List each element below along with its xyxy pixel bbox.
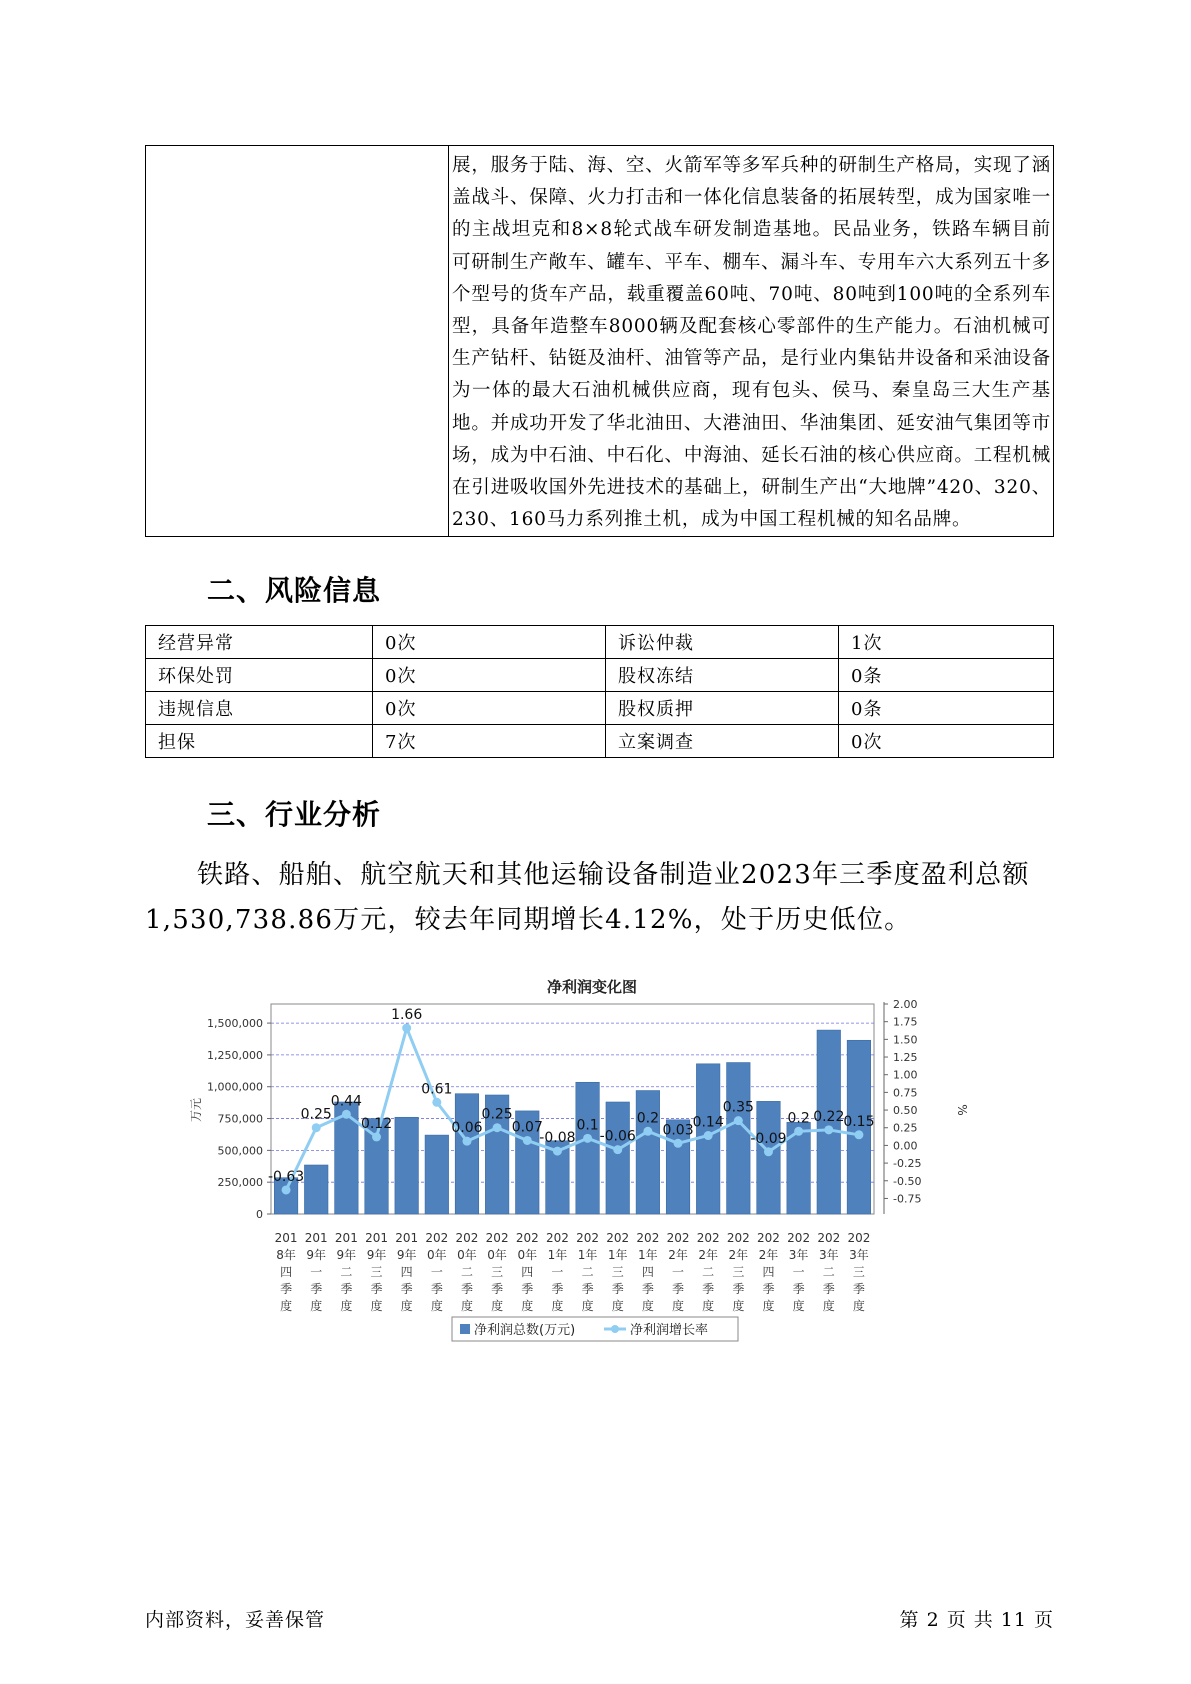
left-axis-tick-label: 500,000	[217, 1144, 263, 1158]
x-axis-label: 2年	[758, 1248, 779, 1262]
legend-line-marker	[611, 1325, 619, 1333]
bar	[576, 1082, 600, 1214]
x-axis-label: 202	[576, 1231, 600, 1245]
risk-item-value: 0次	[373, 626, 606, 659]
x-axis-label: 一	[551, 1265, 564, 1279]
x-axis-label: 3年	[849, 1248, 869, 1262]
risk-item-label: 环保处罚	[146, 659, 373, 692]
x-axis-label: 四	[641, 1265, 654, 1279]
risk-info-table	[145, 625, 1054, 758]
footer-page-number: 第 2 页 共 11 页	[899, 1609, 1054, 1631]
x-axis-label: 度	[280, 1299, 293, 1313]
growth-rate-point	[704, 1131, 713, 1140]
x-axis-label: 度	[581, 1299, 594, 1313]
x-axis-label: 3年	[818, 1248, 839, 1262]
x-axis-label: 度	[400, 1299, 413, 1313]
growth-rate-point	[523, 1136, 532, 1145]
x-axis-label: 一	[792, 1265, 805, 1279]
x-axis-label: 201	[304, 1231, 328, 1245]
x-axis-label: 二	[702, 1265, 715, 1279]
legend-line-label: 净利润增长率	[630, 1323, 709, 1338]
x-axis-label: 8年	[276, 1248, 296, 1262]
bar	[636, 1091, 660, 1214]
x-axis-label: 三	[852, 1265, 865, 1279]
x-axis-label: 202	[847, 1231, 871, 1245]
right-axis-tick-label: 1.75	[893, 1015, 918, 1029]
x-axis-label: 202	[696, 1231, 720, 1245]
x-axis-label: 度	[792, 1299, 805, 1313]
footer-confidential: 内部资料，妥善保管	[145, 1609, 326, 1631]
bar	[727, 1063, 751, 1214]
right-axis-label: %	[955, 1104, 969, 1116]
x-axis-label: 四	[400, 1265, 413, 1279]
x-axis-label: 季	[460, 1282, 473, 1296]
risk-item-value: 1次	[839, 626, 1054, 659]
x-axis-label: 季	[430, 1282, 443, 1296]
x-axis-label: 201	[334, 1231, 358, 1245]
growth-rate-point	[402, 1024, 411, 1033]
data-label: -0.06	[599, 1128, 636, 1145]
x-axis-label: 度	[491, 1299, 504, 1313]
left-axis-tick-label: 1,000,000	[207, 1080, 263, 1094]
risk-table-row	[146, 659, 1054, 692]
x-axis-label: 202	[545, 1231, 569, 1245]
x-axis-label: 季	[491, 1282, 504, 1296]
net-profit-chart	[180, 970, 1030, 1430]
x-axis-label: 度	[310, 1299, 323, 1313]
right-axis-tick-label: -0.50	[893, 1174, 922, 1188]
x-axis-label: 0年	[457, 1248, 477, 1262]
x-axis-label: 季	[611, 1282, 624, 1296]
growth-rate-point	[734, 1116, 743, 1125]
risk-item-value: 0次	[373, 692, 606, 725]
x-axis-label: 度	[370, 1299, 383, 1313]
section-title-risk: 二、风险信息	[207, 574, 382, 607]
chart-title: 净利润变化图	[546, 978, 638, 996]
data-label: 0.03	[662, 1122, 694, 1139]
data-label: 0.44	[330, 1093, 362, 1110]
x-axis-label: 季	[521, 1282, 534, 1296]
right-axis-tick-label: 1.25	[893, 1051, 918, 1065]
data-label: 0.07	[511, 1119, 543, 1136]
x-axis-label: 季	[400, 1282, 413, 1296]
x-axis-label: 三	[491, 1265, 504, 1279]
x-axis-label: 1年	[638, 1248, 658, 1262]
x-axis-label: 一	[430, 1265, 443, 1279]
data-label: 0.14	[692, 1114, 724, 1131]
x-axis-label: 季	[280, 1282, 293, 1296]
x-axis-label: 季	[702, 1282, 715, 1296]
x-axis-label: 一	[310, 1265, 323, 1279]
risk-item-label: 立案调查	[606, 725, 839, 758]
right-axis-tick-label: 0.75	[893, 1086, 918, 1100]
x-axis-label: 202	[666, 1231, 690, 1245]
data-label: -0.08	[539, 1130, 576, 1147]
data-label: 0.12	[360, 1115, 393, 1132]
left-axis-tick-label: 750,000	[217, 1112, 263, 1126]
data-label: 0.2	[636, 1110, 660, 1127]
company-intro-text: 展，服务于陆、海、空、火箭军等多军兵种的研制生产格局，实现了涵盖战斗、保障、火力打击和一体化信息装备的拓展转型，成为国家唯一的主战坦克和8×8轮式战车研发制造基地。民品业务，铁路车辆目前可研制生产敞车、罐车、平车、棚车、漏斗车、专用车六大系列五十多个型号的货车产品，载重覆盖60吨、70吨、80吨到100吨的全系列车型，具备年造整车8000辆及配套核心零部件的生产能力。石油机械可生产钻杆、钻铤及油杆、油管等产品，是行业内集钻井设备和采油设备为一体的最大石油机械供应商，现有包头、侯马、秦皇岛三大生产基地。并成功开发了华北油田、大港油田、华油集团、延安油气集团等市场，成为中石油、中石化、中海油、延长石油的核心供应商。工程机械在引进吸收国外先进技术的基础上，研制生产出“大地牌”420、320、230、160马力系列推土机，成为中国工程机械的知名品牌。	[449, 146, 1054, 537]
x-axis-label: 度	[460, 1299, 473, 1313]
x-axis-label: 0年	[427, 1248, 447, 1262]
growth-rate-point	[613, 1145, 622, 1154]
x-axis-label: 季	[370, 1282, 383, 1296]
x-axis-label: 2年	[728, 1248, 749, 1262]
x-axis-label: 季	[340, 1282, 353, 1296]
x-axis-label: 度	[852, 1299, 865, 1313]
x-axis-label: 0年	[517, 1248, 538, 1262]
growth-rate-point	[854, 1130, 863, 1139]
data-label: -0.63	[267, 1168, 305, 1185]
legend-bar-swatch	[460, 1324, 470, 1334]
risk-table-row	[146, 725, 1054, 758]
x-axis-label: 202	[606, 1231, 630, 1245]
data-label: 0.61	[421, 1081, 453, 1098]
data-label: 0.35	[722, 1099, 754, 1116]
growth-rate-point	[824, 1125, 833, 1134]
risk-item-value: 0条	[839, 659, 1054, 692]
right-axis-tick-label: 0.50	[893, 1104, 918, 1118]
x-axis-label: 季	[672, 1282, 685, 1296]
right-axis-tick-label: 0.00	[893, 1139, 918, 1153]
growth-rate-point	[372, 1132, 381, 1141]
left-axis-tick-label: 0	[256, 1208, 263, 1221]
x-axis-label: 202	[757, 1231, 780, 1245]
risk-item-value: 0次	[839, 725, 1054, 758]
industry-paragraph-text: 铁路、船舶、航空航天和其他运输设备制造业2023年三季度盈利总额1,530,738.86万元，较去年同期增长4.12%，处于历史低位。	[145, 860, 1030, 935]
bar	[304, 1165, 328, 1214]
x-axis-label: 202	[515, 1231, 539, 1245]
table-label-cell	[146, 146, 449, 537]
x-axis-label: 2年	[698, 1248, 718, 1262]
data-label: 0.15	[843, 1113, 875, 1130]
x-axis-label: 季	[852, 1282, 865, 1296]
company-intro-table	[145, 145, 1054, 537]
x-axis-label: 一	[672, 1265, 685, 1279]
data-label: 0.2	[787, 1110, 810, 1127]
risk-item-label: 股权质押	[606, 692, 839, 725]
data-label: -0.09	[750, 1130, 787, 1147]
right-axis-tick-label: 0.25	[893, 1121, 918, 1135]
chart-svg	[180, 970, 1030, 1430]
x-axis-label: 202	[787, 1231, 811, 1245]
x-axis-label: 9年	[366, 1248, 387, 1262]
x-axis-label: 202	[485, 1231, 509, 1245]
x-axis-label: 度	[611, 1299, 624, 1313]
x-axis-label: 3年	[788, 1248, 809, 1262]
x-axis-label: 度	[702, 1299, 715, 1313]
x-axis-label: 二	[822, 1265, 835, 1279]
growth-rate-point	[312, 1123, 321, 1132]
growth-rate-point	[282, 1185, 291, 1194]
left-axis-label: 万元	[189, 1097, 203, 1123]
risk-table-row	[146, 626, 1054, 659]
x-axis-label: 202	[817, 1231, 841, 1245]
x-axis-label: 三	[732, 1265, 745, 1279]
growth-rate-point	[462, 1137, 471, 1146]
right-axis-tick-label: -0.25	[893, 1157, 922, 1171]
x-axis-label: 二	[581, 1265, 594, 1279]
x-axis-label: 度	[430, 1299, 443, 1313]
x-axis-label: 9年	[336, 1248, 357, 1262]
risk-item-label: 经营异常	[146, 626, 373, 659]
x-axis-label: 二	[340, 1265, 353, 1279]
bar	[606, 1102, 630, 1214]
x-axis-label: 三	[611, 1265, 624, 1279]
x-axis-label: 0年	[487, 1248, 507, 1262]
x-axis-label: 二	[460, 1265, 473, 1279]
growth-rate-point	[553, 1147, 562, 1156]
x-axis-label: 度	[732, 1299, 745, 1313]
growth-rate-point	[643, 1127, 652, 1136]
bar	[425, 1135, 449, 1214]
x-axis-label: 202	[455, 1231, 479, 1245]
risk-item-value: 0条	[839, 692, 1054, 725]
x-axis-label: 度	[521, 1299, 534, 1313]
x-axis-label: 四	[521, 1265, 534, 1279]
right-axis-tick-label: -0.75	[893, 1192, 922, 1206]
data-label: 0.22	[813, 1108, 845, 1125]
x-axis-label: 1年	[577, 1248, 598, 1262]
x-axis-label: 9年	[306, 1248, 327, 1262]
x-axis-label: 度	[641, 1299, 654, 1313]
x-axis-label: 季	[551, 1282, 564, 1296]
risk-item-label: 诉讼仲裁	[606, 626, 839, 659]
x-axis-label: 202	[425, 1231, 449, 1245]
x-axis-label: 三	[370, 1265, 383, 1279]
x-axis-label: 季	[762, 1282, 775, 1296]
left-axis-tick-label: 250,000	[217, 1176, 263, 1190]
x-axis-label: 度	[340, 1299, 353, 1313]
x-axis-label: 季	[310, 1282, 323, 1296]
x-axis-label: 9年	[396, 1248, 417, 1262]
x-axis-label: 201	[365, 1231, 388, 1245]
x-axis-label: 季	[581, 1282, 594, 1296]
x-axis-label: 202	[726, 1231, 750, 1245]
bar	[395, 1117, 419, 1214]
data-label: 0.06	[451, 1120, 483, 1137]
risk-item-label: 担保	[146, 725, 373, 758]
data-label: 0.25	[300, 1106, 332, 1123]
x-axis-label: 度	[822, 1299, 835, 1313]
x-axis-label: 季	[641, 1282, 654, 1296]
x-axis-label: 度	[762, 1299, 775, 1313]
growth-rate-point	[432, 1098, 441, 1107]
x-axis-label: 四	[280, 1265, 293, 1279]
x-axis-label: 季	[732, 1282, 745, 1296]
data-label: 0.25	[481, 1106, 513, 1123]
left-axis-tick-label: 1,250,000	[207, 1048, 263, 1062]
industry-paragraph	[145, 853, 1060, 943]
right-axis-tick-label: 1.50	[893, 1033, 918, 1047]
x-axis-label: 度	[672, 1299, 685, 1313]
bar	[757, 1101, 781, 1214]
x-axis-label: 201	[274, 1231, 298, 1245]
growth-rate-point	[794, 1127, 803, 1136]
data-label: 0.1	[576, 1117, 599, 1134]
x-axis-label: 度	[551, 1299, 564, 1313]
left-axis-tick-label: 1,500,000	[207, 1017, 263, 1031]
legend-bar-label: 净利润总数(万元)	[474, 1323, 576, 1338]
x-axis-label: 1年	[547, 1248, 568, 1262]
risk-item-label: 违规信息	[146, 692, 373, 725]
data-label: 1.66	[391, 1007, 423, 1024]
risk-item-value: 7次	[373, 725, 606, 758]
right-axis-tick-label: 1.00	[893, 1068, 918, 1082]
section-title-industry: 三、行业分析	[207, 798, 382, 831]
growth-rate-point	[764, 1147, 773, 1156]
x-axis-label: 1年	[607, 1248, 628, 1262]
x-axis-label: 202	[636, 1231, 660, 1245]
risk-table-row	[146, 692, 1054, 725]
risk-item-value: 0次	[373, 659, 606, 692]
growth-rate-point	[493, 1123, 502, 1132]
risk-item-label: 股权冻结	[606, 659, 839, 692]
growth-rate-point	[342, 1110, 351, 1119]
x-axis-label: 201	[395, 1231, 419, 1245]
growth-rate-point	[674, 1139, 683, 1148]
bar	[455, 1094, 479, 1214]
growth-rate-point	[583, 1134, 592, 1143]
x-axis-label: 季	[822, 1282, 835, 1296]
x-axis-label: 季	[792, 1282, 805, 1296]
x-axis-label: 四	[762, 1265, 775, 1279]
right-axis-tick-label: 2.00	[893, 998, 918, 1011]
x-axis-label: 2年	[668, 1248, 688, 1262]
